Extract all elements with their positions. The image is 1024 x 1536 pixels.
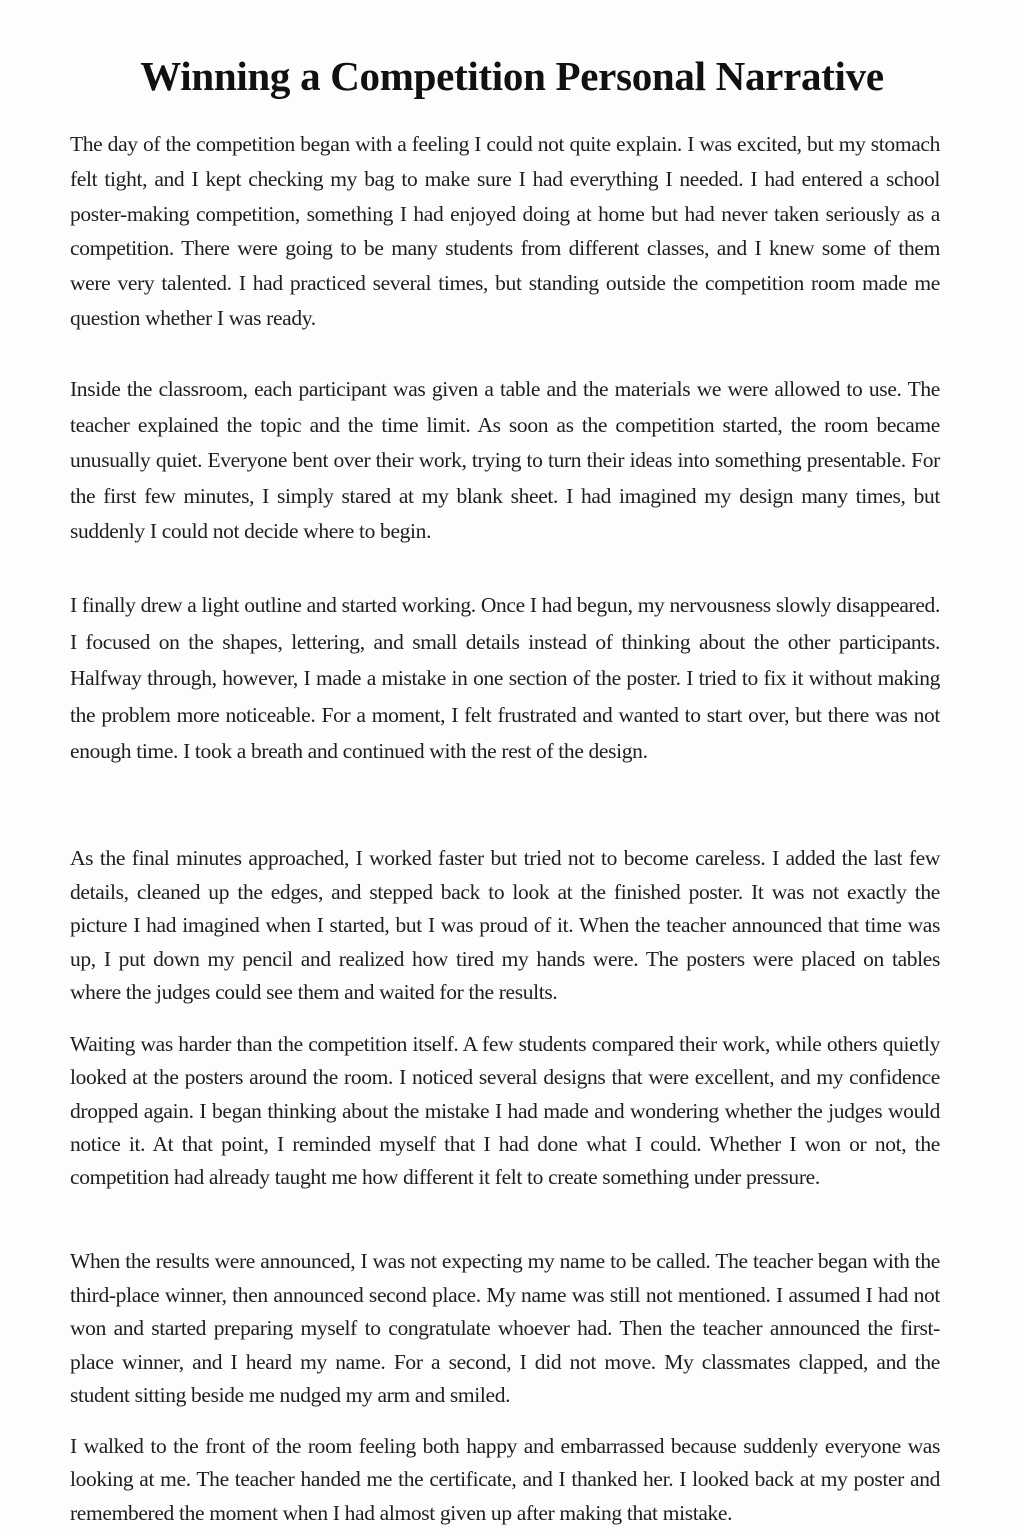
paragraph-7: I walked to the front of the room feeling both happy and embarrassed because suddenly everyone was looking at me. The teacher handed me the certificate, and I thanked her. I looked back at my poster and remembered the moment when I had almost given up after making that mistake.	[70, 1434, 940, 1525]
paragraph-1: The day of the competition began with a feeling I could not quite explain. I was excited, but my stomach felt tight, and I kept checking my bag to make sure I had everything I needed. I had entered a school poster-making competition, something I had enjoyed doing at home but had never taken seriously as a competition. There were going to be many students from different classes, and I knew some of them were very talented. I had practiced several times, but standing outside the competition room made me question whether I was ready.	[70, 132, 940, 330]
paragraph-5: Waiting was harder than the competition itself. A few students compared their work, while others quietly looked at the posters around the room. I noticed several designs that were excellent, and my confidence dropped again. I began thinking about the mistake I had made and wondering whether the judges would notice it. At that point, I reminded myself that I had done what I could. Whether I won or not, the competition had already taught me how different it felt to create something under pressure.	[70, 1032, 940, 1190]
paragraph-2: Inside the classroom, each participant was given a table and the materials we were allowed to use. The teacher explained the topic and the time limit. As soon as the competition started, the room became unusually quiet. Everyone bent over their work, trying to turn their ideas into something presentable. For the first few minutes, I simply stared at my blank sheet. I had imagined my design many times, but suddenly I could not decide where to begin.	[70, 377, 940, 543]
paragraph-3: I finally drew a light outline and started working. Once I had begun, my nervousness slowly disappeared. I focused on the shapes, lettering, and small details instead of thinking about the other participants. Halfway through, however, I made a mistake in one section of the poster. I tried to fix it without making the problem more noticeable. For a moment, I felt frustrated and wanted to start over, but there was not enough time. I took a breath and continued with the rest of the design.	[70, 593, 940, 763]
paragraph-4: As the final minutes approached, I worked faster but tried not to become careless. I added the last few details, cleaned up the edges, and stepped back to look at the finished poster. It was not exactly the picture I had imagined when I started, but I was proud of it. When the teacher announced that time was up, I put down my pencil and realized how tired my hands were. The posters were placed on tables where the judges could see them and waited for the results.	[70, 846, 940, 1004]
page-title: Winning a Competition Personal Narrative	[140, 53, 884, 99]
paragraph-6: When the results were announced, I was not expecting my name to be called. The teacher began with the third-place winner, then announced second place. My name was still not mentioned. I assumed I had not won and started preparing myself to congratulate whoever had. Then the teacher announced the first-place winner, and I heard my name. For a second, I did not move. My classmates clapped, and the student sitting beside me nudged my arm and smiled.	[70, 1249, 940, 1408]
